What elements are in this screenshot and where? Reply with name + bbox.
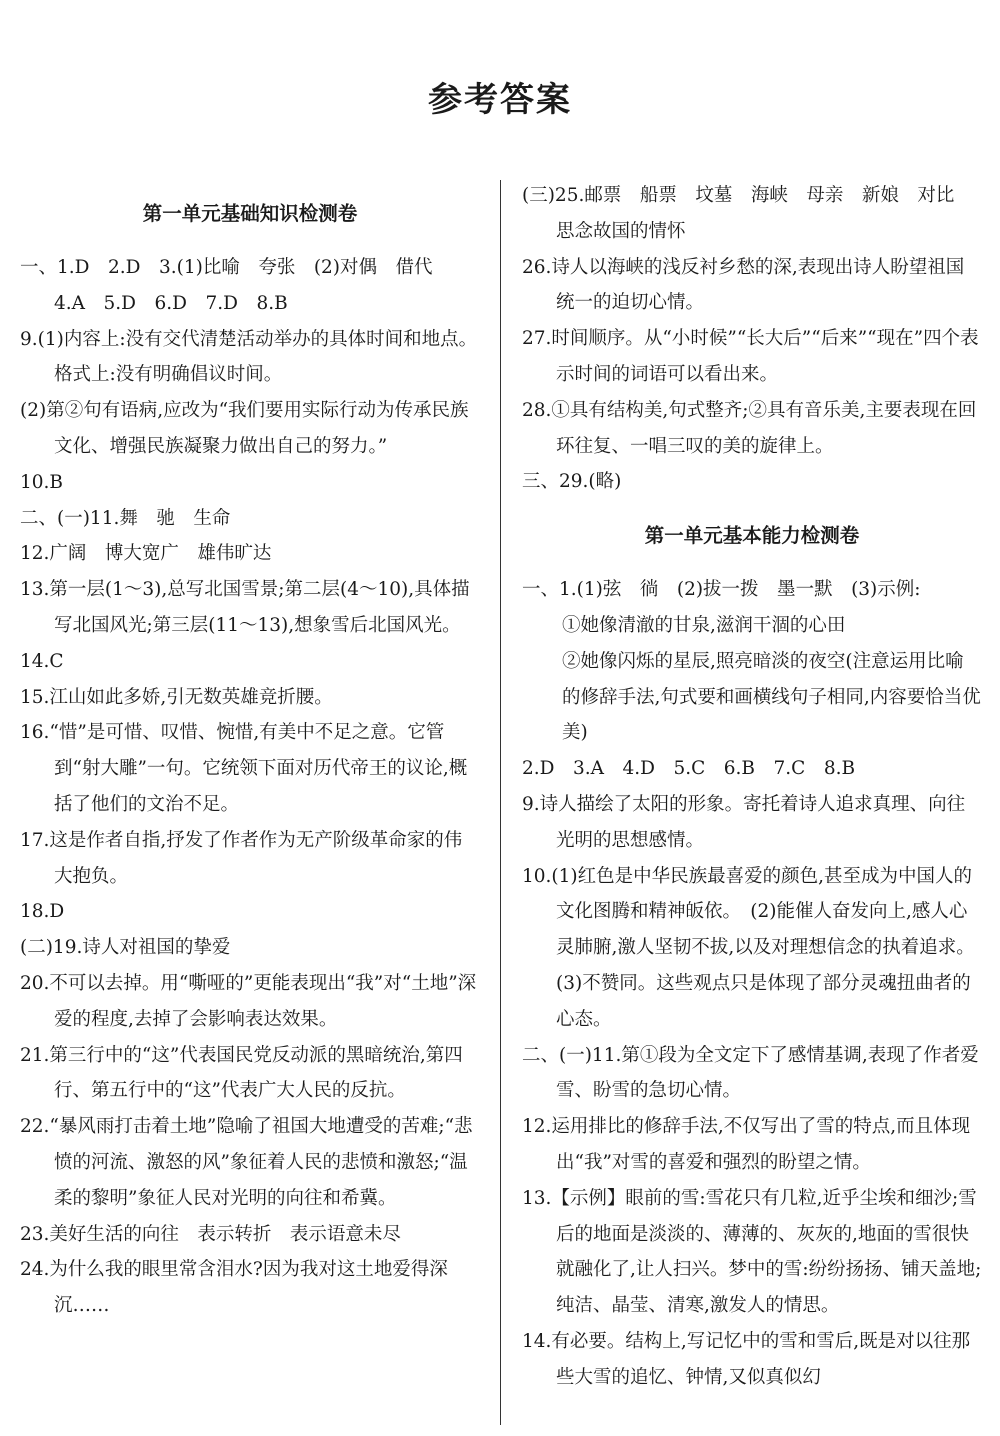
- section-heading-basic-ability: 第一单元基本能力检测卷: [644, 524, 860, 548]
- answer-item: 21.第三行中的“这”代表国民党反动派的黑暗统治,第四行、第五行中的“这”代表广大人民的反抗。: [20, 1044, 463, 1102]
- section-heading-basic-knowledge: 第一单元基础知识检测卷: [142, 202, 358, 225]
- answer-item: 17.这是作者自指,抒发了作者作为无产阶级革命家的伟大抱负。: [20, 829, 463, 887]
- answer-item: 15.江山如此多娇,引无数英雄竞折腰。: [20, 686, 333, 708]
- answer-item: 24.为什么我的眼里常含泪水?因为我对这土地爱得深沉……: [20, 1259, 448, 1317]
- answer-item: 12.运用排比的修辞手法,不仅写出了雪的特点,而且体现出“我”对雪的喜爱和强烈的盼望之情。: [522, 1116, 971, 1173]
- answer-item: 20.不可以去掉。用“嘶哑的”更能表现出“我”对“土地”深爱的程度,去掉了会影响表达效果。: [20, 972, 477, 1030]
- answer-item: 23.美好生活的向往 表示转折 表示语意未尽: [20, 1223, 401, 1245]
- answer-item: 13.【示例】眼前的雪:雪花只有几粒,近乎尘埃和细沙;雪后的地面是淡淡的、薄薄的、灰灰的,地面的雪很快就融化了,让人扫兴。梦中的雪:纷纷扬扬、铺天盖地;纯洁、晶莹、清寒,激发人的情思。: [522, 1187, 982, 1317]
- answer-item: (二)19.诗人对祖国的挚爱: [20, 937, 231, 959]
- answer-item: 12.广阔 博大宽广 雄伟旷达: [20, 543, 272, 565]
- answer-item: 9.(1)内容上:没有交代清楚活动举办的具体时间和地点。格式上:没有明确倡议时间。: [20, 328, 478, 386]
- answer-item: 22.“暴风雨打击着土地”隐喻了祖国大地遭受的苦难;“悲愤的河流、激怒的风”象征着人民的悲愤和激怒;“温柔的黎明”象征人民对光明的向往和希冀。: [20, 1116, 473, 1209]
- answer-item: 10.(1)红色是中华民族最喜爱的颜色,甚至成为中国人的文化图腾和精神皈依。 (2)能催人奋发向上,感人心灵肺腑,激人坚韧不拔,以及对理想信念的执着追求。 (3)不赞同。这些观点只是体现了部分灵魂扭曲者的心态。: [522, 865, 985, 1030]
- answer-item: 16.“惜”是可惜、叹惜、惋惜,有美中不足之意。它管到“射大雕”一句。它统领下面对历代帝王的议论,概括了他们的文治不足。: [20, 722, 468, 815]
- page-title: 参考答案: [428, 80, 572, 120]
- answer-item: 26.诗人以海峡的浅反衬乡愁的深,表现出诗人盼望祖国统一的迫切心情。: [522, 256, 965, 314]
- left-column: [20, 178, 480, 1324]
- answer-item: 14.有必要。结构上,写记忆中的雪和雪后,既是对以往那些大雪的追忆、钟情,又似真似幻: [522, 1330, 971, 1388]
- answer-item: (2)第②句有语病,应改为“我们要用实际行动为传承民族文化、增强民族凝聚力做出自己的努力。”: [20, 400, 469, 457]
- right-column: [522, 178, 985, 1396]
- answer-item: 一、1.D 2.D 3.(1)比喻 夸张 (2)对偶 借代 4.A 5.D 6.D 7.D 8.B: [20, 257, 452, 314]
- answer-item: ①她像清澈的甘泉,滋润干涸的心田: [562, 614, 846, 636]
- answer-item: 13.第一层(1～3),总写北国雪景;第二层(4～10),具体描写北国风光;第三层(11～13),想象雪后北国风光。: [20, 579, 470, 636]
- answer-item: 14.C: [20, 650, 64, 672]
- answer-item: 2.D 3.A 4.D 5.C 6.B 7.C 8.B: [522, 758, 856, 780]
- answer-item: 18.D: [20, 901, 65, 923]
- answer-item: 一、1.(1)弦 徜 (2)拔一拨 墨一默 (3)示例:: [522, 579, 921, 601]
- answer-item: 27.时间顺序。从“小时候”“长大后”“后来”“现在”四个表示时间的词语可以看出来。: [522, 328, 979, 385]
- answer-item: ②她像闪烁的星辰,照亮暗淡的夜空(注意运用比喻的修辞手法,句式要和画横线句子相同,内容要恰当优美): [562, 650, 981, 744]
- answer-item: 28.①具有结构美,句式整齐;②具有音乐美,主要表现在回环往复、一唱三叹的美的旋律上。: [522, 399, 977, 457]
- answer-item: 三、29.(略): [522, 471, 622, 493]
- answer-item: 二、(一)11.舞 驰 生命: [20, 507, 231, 529]
- column-divider: [500, 180, 501, 1425]
- answer-item: (三)25.邮票 船票 坟墓 海峡 母亲 新娘 对比 思念故国的情怀: [522, 185, 973, 242]
- answer-item: 二、(一)11.第①段为全文定下了感情基调,表现了作者爱雪、盼雪的急切心情。: [522, 1044, 979, 1102]
- answer-item: 10.B: [20, 471, 64, 493]
- answer-item: 9.诗人描绘了太阳的形象。寄托着诗人追求真理、向往光明的思想感情。: [522, 793, 966, 851]
